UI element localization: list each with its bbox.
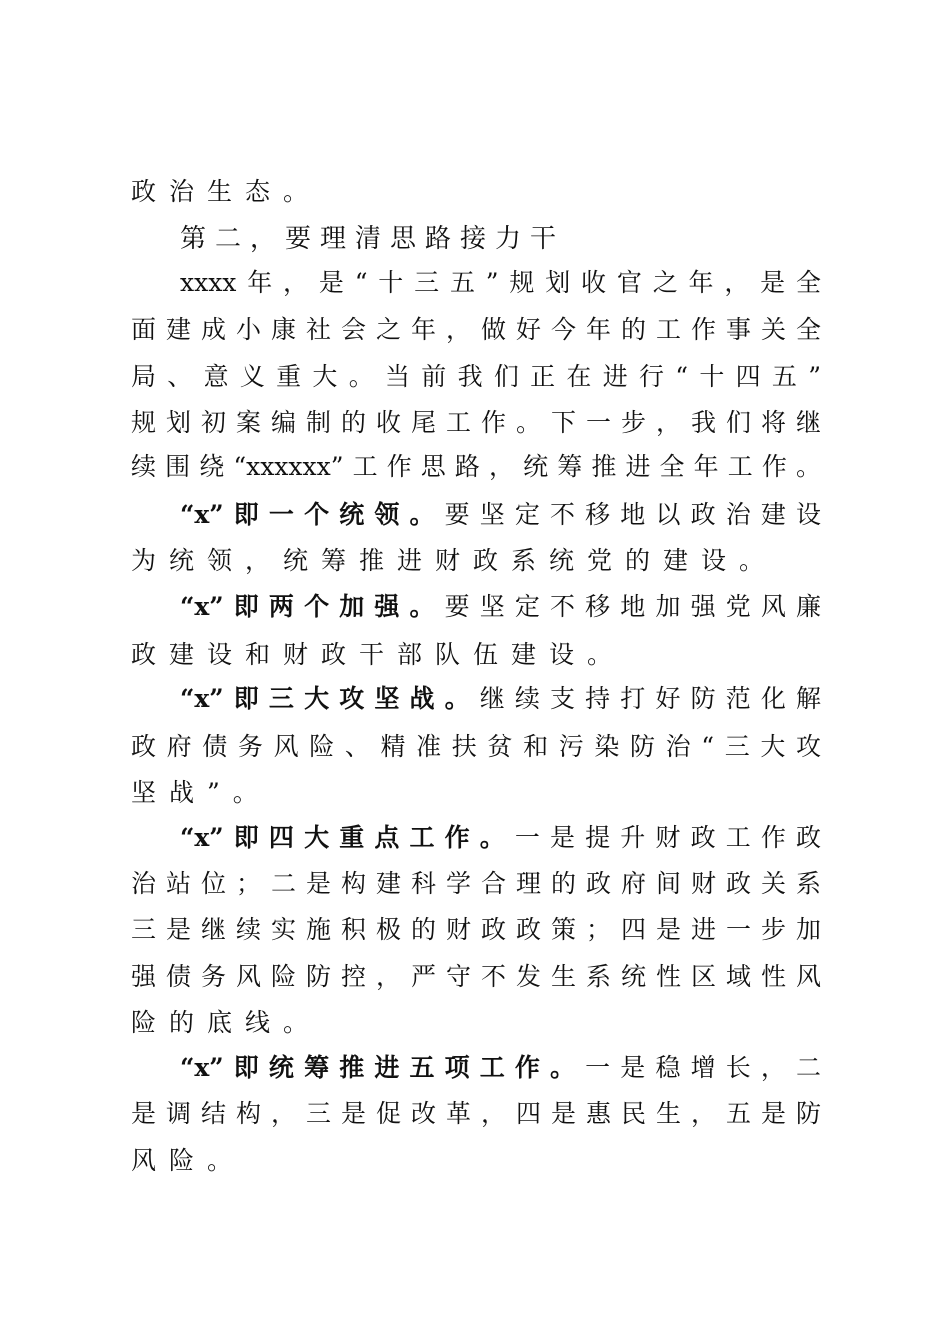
text-line: 险的底线。 — [131, 1008, 322, 1037]
paragraph-text: 一是提升财政工作政 — [514, 823, 821, 852]
paragraph-lead: “x”即一个统领。 — [180, 500, 445, 529]
text-line: 为统领，统筹推进财政系统党的建设。 — [131, 546, 778, 575]
text-line: 政治生态。 — [131, 177, 322, 206]
text-line: 坚战”。 — [131, 778, 271, 807]
paragraph-lead: “x”即四大重点工作。 — [180, 823, 515, 852]
paragraph-text: 要坚定不移地以政治建设 — [444, 500, 821, 529]
paragraph-lead: “x”即三大攻坚战。 — [180, 684, 480, 713]
text-line: 强债务风险防控，严守不发生系统性区域性风 — [131, 962, 821, 991]
text-line: 政建设和财政干部队伍建设。 — [131, 640, 626, 669]
paragraph-text: 继续支持打好防范化解 — [479, 684, 821, 713]
text-line: 治站位；二是构建科学合理的政府间财政关系 — [131, 869, 821, 898]
paragraph-first-line — [180, 500, 821, 532]
paragraph-lead: “x”即两个加强。 — [180, 592, 445, 621]
text-line: 续围绕“xxxxxx”工作思路，统筹推进全年工作。 — [131, 452, 821, 481]
paragraph-first-line — [180, 592, 821, 624]
text-line: 风险。 — [131, 1146, 246, 1175]
paragraph-first-line — [180, 1053, 821, 1085]
section-heading: 第二，要理清思路接力干 — [180, 224, 566, 254]
text-line: 面建成小康社会之年，做好今年的工作事关全 — [131, 315, 821, 344]
text-line: 政府债务风险、精准扶贫和污染防治“三大攻 — [131, 732, 821, 761]
text-line: 局、意义重大。当前我们正在进行“十四五” — [131, 362, 821, 391]
text-line: 是调结构，三是促改革，四是惠民生，五是防 — [131, 1099, 821, 1128]
paragraph-first-line — [180, 684, 821, 716]
paragraph-text: 一是稳增长，二 — [585, 1053, 821, 1082]
text-line: 三是继续实施积极的财政政策；四是进一步加 — [131, 915, 821, 944]
paragraph-first-line — [180, 823, 821, 855]
text-line: xxxx年，是“十三五”规划收官之年，是全 — [180, 268, 821, 297]
paragraph-text: 要坚定不移地加强党风廉 — [444, 592, 821, 621]
text-line: 规划初案编制的收尾工作。下一步，我们将继 — [131, 408, 821, 437]
paragraph-lead: “x”即统筹推进五项工作。 — [180, 1053, 586, 1082]
